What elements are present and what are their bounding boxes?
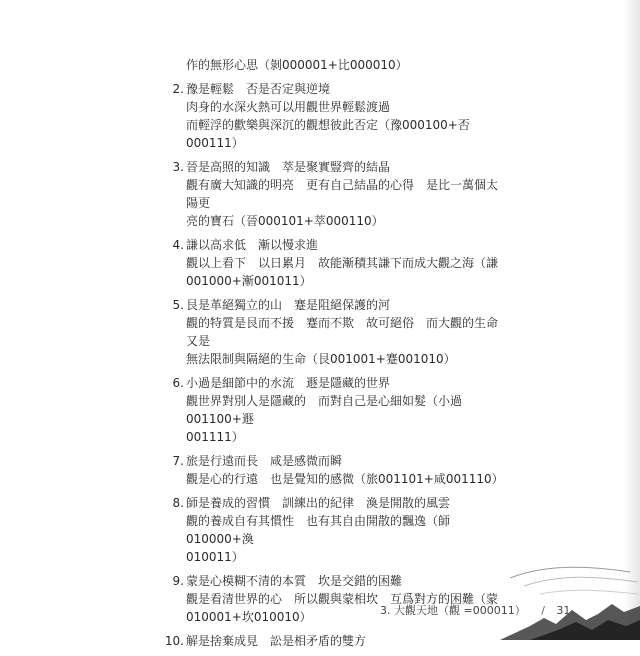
item-number: 2. <box>172 82 184 96</box>
item-number: 6. <box>172 376 184 390</box>
list-item <box>160 452 504 488</box>
item-body-line: 觀以上看下 以日累月 故能漸積其謙下而成大觀之海（謙 <box>186 256 499 270</box>
item-number: 4. <box>172 238 184 252</box>
page-edge-shadow <box>624 0 640 640</box>
list-item <box>160 632 500 650</box>
list-item <box>160 236 500 290</box>
chapter-label: 3. 大觀天地（觀 =000011） <box>380 604 526 617</box>
intro-line: 作的無形心思（剝000001+比000010） <box>186 58 408 72</box>
item-title: 師是養成的習慣 訓練出的紀律 渙是開散的風雲 <box>186 496 451 510</box>
item-number: 9. <box>172 574 184 588</box>
item-body-line: 而輕浮的歡樂與深沉的觀想彼此否定（豫000100+否000111） <box>186 118 470 150</box>
page-body <box>160 56 504 656</box>
item-body-line: 無法限制與隔絕的生命（艮001001+蹇001010） <box>186 352 456 366</box>
item-number: 10. <box>164 634 184 648</box>
footer-separator: / <box>541 604 545 617</box>
item-title: 小過是細節中的水流 遯是隱藏的世界 <box>186 376 391 390</box>
item-number: 5. <box>172 298 184 312</box>
item-body-line: 觀是心的行遠 也是覺知的感微（旅001101+咸001110） <box>186 472 504 486</box>
item-body-line: 觀是看清世界的心 所以觀與蒙相坎 互爲對方的困難（蒙 <box>186 592 499 606</box>
page-footer <box>380 602 570 618</box>
list-item <box>160 158 500 230</box>
item-body-line: 001000+漸001011） <box>186 274 312 288</box>
item-body-line: 觀有廣大知識的明亮 更有自己結晶的心得 是比一萬個太陽更 <box>186 178 499 210</box>
page-number: 31 <box>556 604 571 617</box>
item-body-line: 亮的寶石（晉000101+萃000110） <box>186 214 384 228</box>
item-body-line: 觀的養成自有其慣性 也有其自由開散的飄逸（師010000+渙 <box>186 514 451 546</box>
item-number: 8. <box>172 496 184 510</box>
item-title: 謙以高求低 漸以慢求進 <box>186 238 319 252</box>
item-title: 豫是輕鬆 否是否定與逆境 <box>186 82 331 96</box>
item-number: 7. <box>172 454 184 468</box>
item-body-line: 觀的特質是艮而不援 蹇而不欺 故可絕俗 而大觀的生命又是 <box>186 316 499 348</box>
ink-mountain-illustration <box>500 560 640 640</box>
item-body-line: 010011） <box>186 550 244 564</box>
item-title: 旅是行遠而長 咸是感微而瞬 <box>186 454 343 468</box>
list-item <box>160 296 500 368</box>
item-body-line: 肉身的水深火熱可以用觀世界輕鬆渡過 <box>186 100 391 114</box>
list-item <box>160 80 500 152</box>
list-item <box>160 374 500 446</box>
item-title: 蒙是心模糊不清的本質 坎是交錯的困難 <box>186 574 403 588</box>
item-body-line: 觀世界對別人是隱藏的 而對自己是心細如髮（小過001100+遯 <box>186 394 463 426</box>
item-body-line: 001111） <box>186 430 244 444</box>
item-title: 艮是革絕獨立的山 蹇是阻絕保護的河 <box>186 298 391 312</box>
item-title: 解是捨棄成見 訟是相矛盾的雙方 <box>186 634 367 648</box>
list-item <box>160 494 500 566</box>
item-number: 3. <box>172 160 184 174</box>
item-body-line: 010001+坎010010） <box>186 610 312 624</box>
item-title: 晉是高照的知識 萃是聚實豎齊的結晶 <box>186 160 391 174</box>
